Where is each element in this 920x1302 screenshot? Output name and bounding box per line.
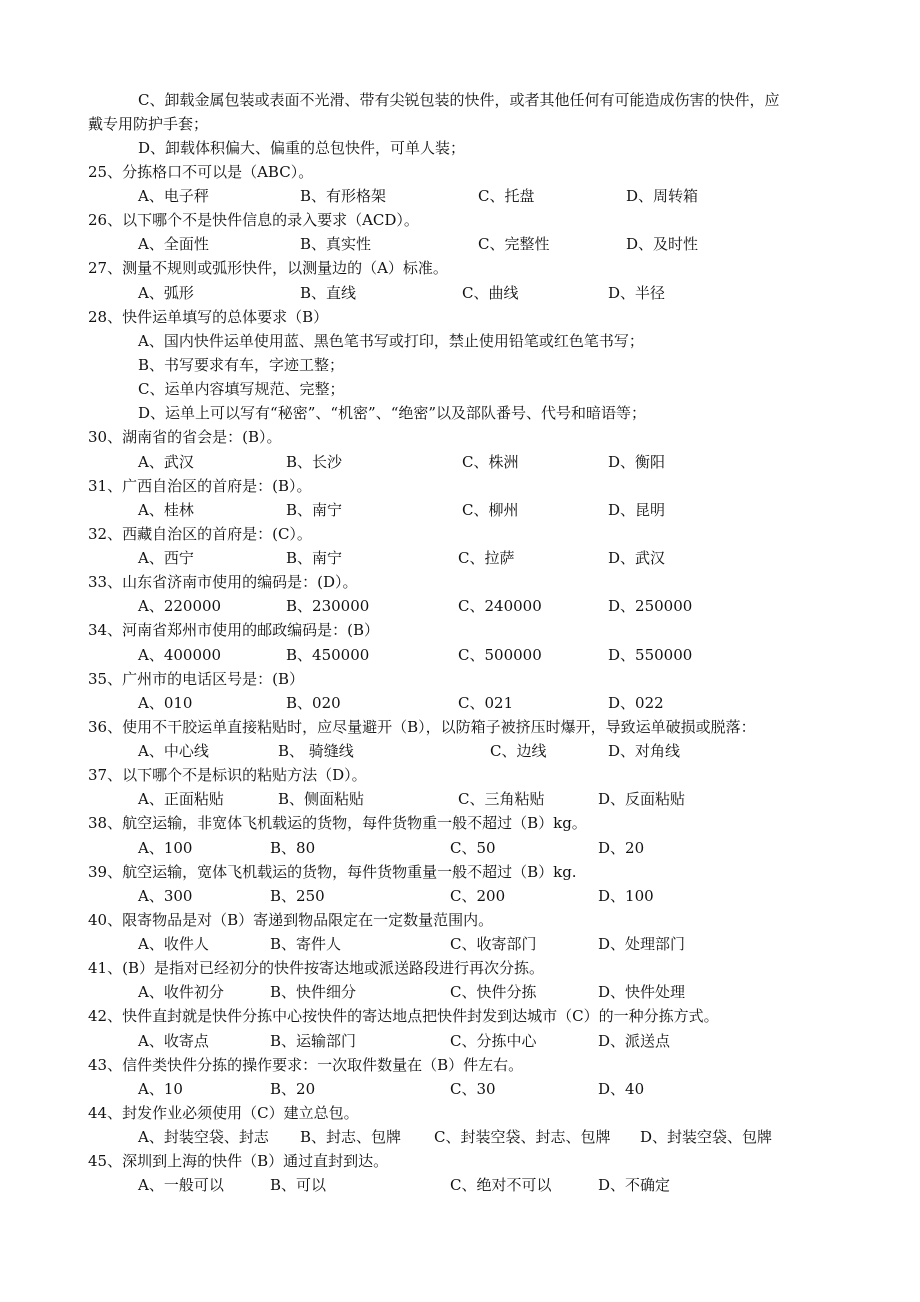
option: C、株洲: [462, 453, 519, 471]
question-text: 28、快件运单填写的总体要求（B）: [88, 308, 329, 326]
option: D、20: [598, 839, 645, 857]
option: C、拉萨: [458, 549, 515, 567]
question-text: 35、广州市的电话区号是：(B）: [88, 670, 304, 688]
option: B、 骑缝线: [278, 742, 354, 760]
option: A、收寄点: [138, 1032, 209, 1050]
option: C、30: [450, 1080, 496, 1098]
option: C、快件分拣: [450, 983, 537, 1001]
option: C、三角粘贴: [458, 790, 545, 808]
option: C、200: [450, 887, 506, 905]
text-line: C、卸载金属包装或表面不光滑、带有尖锐包装的快件，或者其他任何有可能造成伤害的快件，应: [138, 91, 780, 109]
option: A、正面粘贴: [138, 790, 224, 808]
option: C、曲线: [462, 284, 519, 302]
question-text: 36、使用不干胶运单直接粘贴时，应尽量避开（B），以防箱子被挤压时爆开，导致运单破损或脱落：: [88, 718, 756, 736]
option: A、300: [138, 887, 193, 905]
question-text: 40、限寄物品是对（B）寄递到物品限定在一定数量范围内。: [88, 911, 494, 929]
option: C、收寄部门: [450, 935, 537, 953]
option: D、不确定: [598, 1176, 671, 1194]
option: B、直线: [300, 284, 357, 302]
option: B、快件细分: [270, 983, 357, 1001]
option: B、寄件人: [270, 935, 342, 953]
option: B、南宁: [286, 501, 343, 519]
option: A、收件人: [138, 935, 209, 953]
option: D、快件处理: [598, 983, 686, 1001]
option: C、完整性: [478, 235, 550, 253]
option: A、中心线: [138, 742, 209, 760]
option: B、有形格架: [300, 187, 387, 205]
question-text: 26、以下哪个不是快件信息的录入要求（ACD）。: [88, 211, 419, 229]
option: C、托盘: [478, 187, 535, 205]
option: D、半径: [608, 284, 666, 302]
option: A、220000: [138, 597, 222, 615]
option: D、40: [598, 1080, 645, 1098]
option: A、西宁: [138, 549, 194, 567]
option: B、450000: [286, 646, 370, 664]
option: D、运单上可以写有“秘密”、“机密”、“绝密”以及部队番号、代号和暗语等；: [138, 404, 647, 422]
option: D、派送点: [598, 1032, 671, 1050]
option: B、80: [270, 839, 316, 857]
option: C、运单内容填写规范、完整；: [138, 380, 345, 398]
option: B、侧面粘贴: [278, 790, 365, 808]
option: C、绝对不可以: [450, 1176, 552, 1194]
option: B、真实性: [300, 235, 372, 253]
question-text: 27、测量不规则或弧形快件，以测量边的（A）标准。: [88, 259, 448, 277]
option: A、国内快件运单使用蓝、黑色笔书写或打印，禁止使用铅笔或红色笔书写；: [138, 332, 644, 350]
question-text: 42、快件直封就是快件分拣中心按快件的寄达地点把快件封发到达城市（C）的一种分拣方式。: [88, 1007, 719, 1025]
option: D、550000: [608, 646, 693, 664]
option: B、可以: [270, 1176, 327, 1194]
option: B、南宁: [286, 549, 343, 567]
question-text: 37、以下哪个不是标识的粘贴方法（D）。: [88, 766, 367, 784]
option: C、柳州: [462, 501, 519, 519]
question-text: 41、(B）是指对已经初分的快件按寄达地或派送路段进行再次分拣。: [88, 959, 544, 977]
option: B、230000: [286, 597, 370, 615]
question-text: 45、深圳到上海的快件（B）通过直封到达。: [88, 1152, 389, 1170]
option: D、反面粘贴: [598, 790, 686, 808]
option: D、处理部门: [598, 935, 686, 953]
option: B、封志、包牌: [300, 1128, 402, 1146]
option: D、封装空袋、包牌: [640, 1128, 773, 1146]
option: C、封装空袋、封志、包牌: [434, 1128, 611, 1146]
option: A、桂林: [138, 501, 194, 519]
option: B、运输部门: [270, 1032, 357, 1050]
option: A、400000: [138, 646, 222, 664]
option: C、50: [450, 839, 496, 857]
option: A、010: [138, 694, 193, 712]
question-text: 32、西藏自治区的首府是：(C）。: [88, 525, 312, 543]
question-text: 25、分拣格口不可以是（ABC）。: [88, 163, 314, 181]
option: D、100: [598, 887, 654, 905]
option: A、全面性: [138, 235, 209, 253]
option: A、弧形: [138, 284, 194, 302]
option: C、240000: [458, 597, 542, 615]
option: B、书写要求有车，字迹工整；: [138, 356, 345, 374]
option: A、武汉: [138, 453, 194, 471]
option: B、250: [270, 887, 325, 905]
question-text: 43、信件类快件分拣的操作要求：一次取件数量在（B）件左右。: [88, 1056, 524, 1074]
option: C、分拣中心: [450, 1032, 537, 1050]
question-text: 30、湖南省的省会是：(B）。: [88, 428, 282, 446]
option: A、电子秤: [138, 187, 209, 205]
option: A、10: [138, 1080, 183, 1098]
question-text: 39、航空运输，宽体飞机载运的货物，每件货物重量一般不超过（B）kg.: [88, 863, 577, 881]
option: C、021: [458, 694, 514, 712]
option: A、100: [138, 839, 193, 857]
option: D、250000: [608, 597, 693, 615]
option: D、武汉: [608, 549, 666, 567]
option: A、封装空袋、封志: [138, 1128, 269, 1146]
option: B、长沙: [286, 453, 343, 471]
option: B、020: [286, 694, 341, 712]
option: D、周转箱: [626, 187, 699, 205]
question-text: 33、山东省济南市使用的编码是：(D）。: [88, 573, 358, 591]
question-text: 34、河南省郑州市使用的邮政编码是：(B）: [88, 621, 379, 639]
option: D、衡阳: [608, 453, 666, 471]
option: A、收件初分: [138, 983, 224, 1001]
option: D、对角线: [608, 742, 681, 760]
option: A、一般可以: [138, 1176, 224, 1194]
option: C、边线: [490, 742, 547, 760]
question-text: 31、广西自治区的首府是：(B）。: [88, 477, 312, 495]
question-text: 38、航空运输，非宽体飞机载运的货物，每件货物重一般不超过（B）kg。: [88, 814, 587, 832]
text-line: 戴专用防护手套；: [88, 115, 209, 133]
option: D、及时性: [626, 235, 699, 253]
option: D、022: [608, 694, 664, 712]
option: B、20: [270, 1080, 316, 1098]
question-text: 44、封发作业必须使用（C）建立总包。: [88, 1104, 359, 1122]
option: D、昆明: [608, 501, 666, 519]
option: C、500000: [458, 646, 542, 664]
text-line: D、卸载体积偏大、偏重的总包快件，可单人装；: [138, 139, 466, 157]
